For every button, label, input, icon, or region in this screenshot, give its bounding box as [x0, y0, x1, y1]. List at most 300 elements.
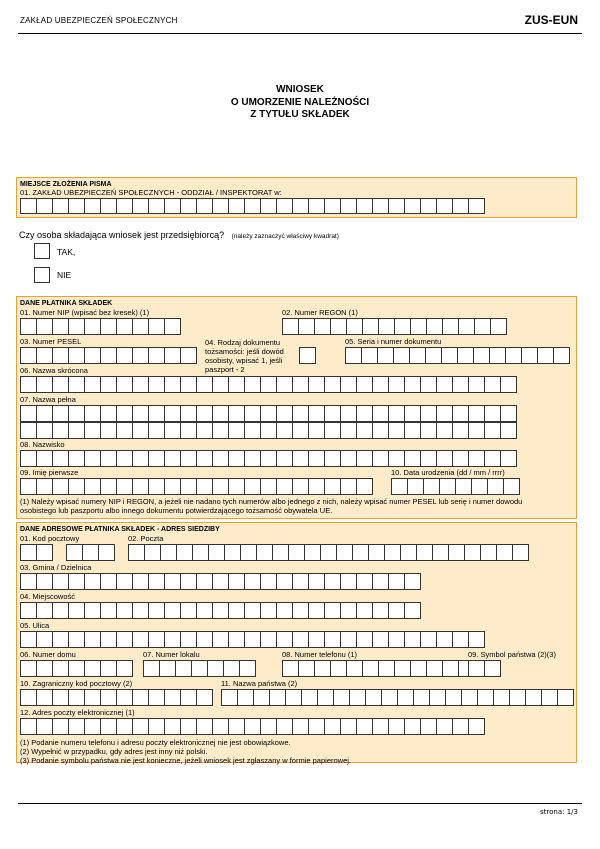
- char-cell[interactable]: [221, 689, 238, 706]
- char-cell[interactable]: [292, 450, 309, 467]
- char-cell[interactable]: [20, 478, 37, 495]
- char-cell[interactable]: [388, 602, 405, 619]
- char-cell[interactable]: [84, 405, 101, 422]
- char-cell[interactable]: [180, 198, 197, 214]
- char-cell[interactable]: [299, 347, 316, 364]
- checkbox-yes[interactable]: [34, 243, 50, 259]
- char-cell[interactable]: [68, 478, 85, 495]
- char-cell[interactable]: [132, 405, 149, 422]
- char-cell[interactable]: [180, 347, 197, 364]
- char-cell[interactable]: [148, 602, 165, 619]
- char-cell[interactable]: [116, 405, 133, 422]
- char-cell[interactable]: [509, 689, 526, 706]
- char-cell[interactable]: [426, 318, 443, 335]
- char-cell[interactable]: [116, 573, 133, 590]
- char-cell[interactable]: [196, 718, 213, 735]
- char-cell[interactable]: [260, 376, 277, 393]
- char-cell[interactable]: [52, 573, 69, 590]
- char-cell[interactable]: [84, 450, 101, 467]
- char-cell[interactable]: [468, 450, 485, 467]
- char-cell[interactable]: [377, 347, 394, 364]
- char-cell[interactable]: [356, 478, 373, 495]
- char-cell[interactable]: [436, 198, 453, 214]
- char-cell[interactable]: [489, 347, 506, 364]
- char-cell[interactable]: [423, 478, 440, 495]
- char-cell[interactable]: [68, 422, 85, 439]
- char-cell[interactable]: [340, 718, 357, 735]
- char-cell[interactable]: [404, 422, 421, 439]
- char-cell[interactable]: [388, 573, 405, 590]
- flat-no-field[interactable]: [143, 660, 256, 677]
- char-cell[interactable]: [52, 660, 69, 677]
- phone-field[interactable]: [282, 660, 475, 677]
- char-cell[interactable]: [314, 318, 331, 335]
- char-cell[interactable]: [346, 318, 363, 335]
- char-cell[interactable]: [212, 631, 229, 648]
- char-cell[interactable]: [116, 718, 133, 735]
- char-cell[interactable]: [308, 376, 325, 393]
- char-cell[interactable]: [378, 660, 395, 677]
- char-cell[interactable]: [404, 198, 421, 214]
- char-cell[interactable]: [276, 602, 293, 619]
- char-cell[interactable]: [212, 422, 229, 439]
- char-cell[interactable]: [420, 376, 437, 393]
- postal-code-field-part2[interactable]: [66, 544, 115, 561]
- char-cell[interactable]: [100, 422, 117, 439]
- char-cell[interactable]: [340, 198, 357, 214]
- char-cell[interactable]: [20, 602, 37, 619]
- char-cell[interactable]: [36, 347, 53, 364]
- char-cell[interactable]: [452, 376, 469, 393]
- char-cell[interactable]: [308, 478, 325, 495]
- char-cell[interactable]: [397, 689, 414, 706]
- char-cell[interactable]: [116, 689, 133, 706]
- char-cell[interactable]: [468, 376, 485, 393]
- char-cell[interactable]: [484, 376, 501, 393]
- char-cell[interactable]: [394, 660, 411, 677]
- char-cell[interactable]: [20, 689, 37, 706]
- char-cell[interactable]: [468, 631, 485, 648]
- char-cell[interactable]: [36, 376, 53, 393]
- char-cell[interactable]: [512, 544, 529, 561]
- char-cell[interactable]: [20, 198, 37, 214]
- char-cell[interactable]: [84, 631, 101, 648]
- char-cell[interactable]: [436, 631, 453, 648]
- char-cell[interactable]: [452, 422, 469, 439]
- char-cell[interactable]: [276, 478, 293, 495]
- char-cell[interactable]: [100, 198, 117, 214]
- char-cell[interactable]: [308, 405, 325, 422]
- char-cell[interactable]: [132, 376, 149, 393]
- country-symbol-field[interactable]: [468, 660, 501, 677]
- char-cell[interactable]: [148, 450, 165, 467]
- char-cell[interactable]: [362, 660, 379, 677]
- char-cell[interactable]: [207, 660, 224, 677]
- char-cell[interactable]: [132, 573, 149, 590]
- char-cell[interactable]: [496, 544, 513, 561]
- char-cell[interactable]: [500, 422, 517, 439]
- char-cell[interactable]: [159, 660, 176, 677]
- char-cell[interactable]: [52, 318, 69, 335]
- birth-year-field[interactable]: [455, 478, 520, 495]
- birth-month-field[interactable]: [423, 478, 456, 495]
- nip-field[interactable]: [20, 318, 181, 335]
- checkbox-no[interactable]: [34, 267, 50, 283]
- postal-code-field-part1[interactable]: [20, 544, 53, 561]
- char-cell[interactable]: [452, 718, 469, 735]
- char-cell[interactable]: [308, 631, 325, 648]
- char-cell[interactable]: [228, 602, 245, 619]
- char-cell[interactable]: [180, 573, 197, 590]
- char-cell[interactable]: [196, 573, 213, 590]
- char-cell[interactable]: [20, 544, 37, 561]
- town-field[interactable]: [20, 602, 421, 619]
- char-cell[interactable]: [269, 689, 286, 706]
- char-cell[interactable]: [36, 689, 53, 706]
- char-cell[interactable]: [276, 405, 293, 422]
- char-cell[interactable]: [372, 376, 389, 393]
- char-cell[interactable]: [116, 660, 133, 677]
- char-cell[interactable]: [500, 405, 517, 422]
- char-cell[interactable]: [404, 573, 421, 590]
- char-cell[interactable]: [36, 718, 53, 735]
- char-cell[interactable]: [148, 573, 165, 590]
- country-name-field[interactable]: [221, 689, 574, 706]
- char-cell[interactable]: [407, 478, 424, 495]
- char-cell[interactable]: [480, 544, 497, 561]
- char-cell[interactable]: [292, 602, 309, 619]
- street-field[interactable]: [20, 631, 485, 648]
- char-cell[interactable]: [20, 718, 37, 735]
- char-cell[interactable]: [416, 544, 433, 561]
- char-cell[interactable]: [164, 347, 181, 364]
- char-cell[interactable]: [66, 544, 83, 561]
- char-cell[interactable]: [292, 573, 309, 590]
- char-cell[interactable]: [301, 689, 318, 706]
- char-cell[interactable]: [346, 660, 363, 677]
- char-cell[interactable]: [324, 198, 341, 214]
- char-cell[interactable]: [324, 631, 341, 648]
- char-cell[interactable]: [484, 660, 501, 677]
- char-cell[interactable]: [413, 689, 430, 706]
- char-cell[interactable]: [228, 376, 245, 393]
- char-cell[interactable]: [372, 422, 389, 439]
- pesel-field[interactable]: [20, 347, 197, 364]
- char-cell[interactable]: [420, 422, 437, 439]
- char-cell[interactable]: [148, 198, 165, 214]
- char-cell[interactable]: [180, 376, 197, 393]
- char-cell[interactable]: [340, 422, 357, 439]
- char-cell[interactable]: [240, 544, 257, 561]
- char-cell[interactable]: [180, 718, 197, 735]
- post-field[interactable]: [128, 544, 529, 561]
- char-cell[interactable]: [285, 689, 302, 706]
- char-cell[interactable]: [128, 544, 145, 561]
- char-cell[interactable]: [537, 347, 554, 364]
- char-cell[interactable]: [420, 631, 437, 648]
- char-cell[interactable]: [68, 660, 85, 677]
- char-cell[interactable]: [148, 318, 165, 335]
- char-cell[interactable]: [391, 478, 408, 495]
- char-cell[interactable]: [404, 718, 421, 735]
- char-cell[interactable]: [468, 422, 485, 439]
- char-cell[interactable]: [349, 689, 366, 706]
- char-cell[interactable]: [356, 573, 373, 590]
- char-cell[interactable]: [308, 573, 325, 590]
- char-cell[interactable]: [196, 602, 213, 619]
- char-cell[interactable]: [212, 376, 229, 393]
- char-cell[interactable]: [448, 544, 465, 561]
- char-cell[interactable]: [82, 544, 99, 561]
- char-cell[interactable]: [228, 631, 245, 648]
- char-cell[interactable]: [20, 376, 37, 393]
- char-cell[interactable]: [324, 573, 341, 590]
- house-no-field[interactable]: [20, 660, 133, 677]
- char-cell[interactable]: [464, 544, 481, 561]
- char-cell[interactable]: [436, 718, 453, 735]
- char-cell[interactable]: [116, 631, 133, 648]
- char-cell[interactable]: [100, 450, 117, 467]
- char-cell[interactable]: [276, 376, 293, 393]
- char-cell[interactable]: [378, 318, 395, 335]
- char-cell[interactable]: [148, 718, 165, 735]
- char-cell[interactable]: [484, 405, 501, 422]
- char-cell[interactable]: [260, 718, 277, 735]
- char-cell[interactable]: [468, 198, 485, 214]
- char-cell[interactable]: [458, 318, 475, 335]
- char-cell[interactable]: [36, 318, 53, 335]
- char-cell[interactable]: [132, 450, 149, 467]
- char-cell[interactable]: [314, 660, 331, 677]
- char-cell[interactable]: [132, 602, 149, 619]
- char-cell[interactable]: [340, 573, 357, 590]
- char-cell[interactable]: [541, 689, 558, 706]
- char-cell[interactable]: [68, 318, 85, 335]
- char-cell[interactable]: [132, 318, 149, 335]
- char-cell[interactable]: [164, 602, 181, 619]
- char-cell[interactable]: [196, 631, 213, 648]
- short-name-field[interactable]: [20, 376, 517, 393]
- char-cell[interactable]: [176, 544, 193, 561]
- char-cell[interactable]: [148, 478, 165, 495]
- char-cell[interactable]: [116, 347, 133, 364]
- first-name-field[interactable]: [20, 478, 373, 495]
- char-cell[interactable]: [330, 318, 347, 335]
- char-cell[interactable]: [244, 478, 261, 495]
- char-cell[interactable]: [116, 376, 133, 393]
- char-cell[interactable]: [436, 450, 453, 467]
- doc-series-field[interactable]: [345, 347, 570, 364]
- char-cell[interactable]: [365, 689, 382, 706]
- char-cell[interactable]: [100, 602, 117, 619]
- char-cell[interactable]: [100, 318, 117, 335]
- char-cell[interactable]: [208, 544, 225, 561]
- char-cell[interactable]: [320, 544, 337, 561]
- char-cell[interactable]: [212, 450, 229, 467]
- char-cell[interactable]: [52, 718, 69, 735]
- char-cell[interactable]: [52, 631, 69, 648]
- char-cell[interactable]: [148, 422, 165, 439]
- char-cell[interactable]: [324, 450, 341, 467]
- char-cell[interactable]: [356, 198, 373, 214]
- char-cell[interactable]: [143, 660, 160, 677]
- char-cell[interactable]: [521, 347, 538, 364]
- char-cell[interactable]: [52, 198, 69, 214]
- char-cell[interactable]: [452, 405, 469, 422]
- char-cell[interactable]: [410, 660, 427, 677]
- char-cell[interactable]: [505, 347, 522, 364]
- char-cell[interactable]: [160, 544, 177, 561]
- char-cell[interactable]: [52, 376, 69, 393]
- char-cell[interactable]: [388, 376, 405, 393]
- char-cell[interactable]: [340, 478, 357, 495]
- char-cell[interactable]: [148, 376, 165, 393]
- char-cell[interactable]: [493, 689, 510, 706]
- char-cell[interactable]: [340, 405, 357, 422]
- char-cell[interactable]: [372, 405, 389, 422]
- char-cell[interactable]: [457, 347, 474, 364]
- char-cell[interactable]: [36, 602, 53, 619]
- char-cell[interactable]: [388, 450, 405, 467]
- char-cell[interactable]: [244, 718, 261, 735]
- char-cell[interactable]: [228, 422, 245, 439]
- char-cell[interactable]: [20, 660, 37, 677]
- char-cell[interactable]: [324, 405, 341, 422]
- char-cell[interactable]: [436, 422, 453, 439]
- char-cell[interactable]: [68, 198, 85, 214]
- char-cell[interactable]: [324, 602, 341, 619]
- char-cell[interactable]: [272, 544, 289, 561]
- char-cell[interactable]: [132, 198, 149, 214]
- char-cell[interactable]: [340, 631, 357, 648]
- char-cell[interactable]: [292, 478, 309, 495]
- char-cell[interactable]: [20, 422, 37, 439]
- char-cell[interactable]: [196, 376, 213, 393]
- char-cell[interactable]: [20, 450, 37, 467]
- char-cell[interactable]: [393, 347, 410, 364]
- char-cell[interactable]: [144, 544, 161, 561]
- char-cell[interactable]: [116, 450, 133, 467]
- char-cell[interactable]: [180, 689, 197, 706]
- char-cell[interactable]: [180, 450, 197, 467]
- char-cell[interactable]: [304, 544, 321, 561]
- char-cell[interactable]: [288, 544, 305, 561]
- char-cell[interactable]: [180, 602, 197, 619]
- char-cell[interactable]: [148, 689, 165, 706]
- char-cell[interactable]: [244, 631, 261, 648]
- char-cell[interactable]: [36, 573, 53, 590]
- char-cell[interactable]: [260, 198, 277, 214]
- full-name-field-row1[interactable]: [20, 405, 517, 422]
- char-cell[interactable]: [276, 198, 293, 214]
- char-cell[interactable]: [84, 198, 101, 214]
- char-cell[interactable]: [468, 660, 485, 677]
- commune-field[interactable]: [20, 573, 421, 590]
- char-cell[interactable]: [356, 405, 373, 422]
- char-cell[interactable]: [175, 660, 192, 677]
- char-cell[interactable]: [36, 405, 53, 422]
- char-cell[interactable]: [212, 718, 229, 735]
- char-cell[interactable]: [36, 198, 53, 214]
- char-cell[interactable]: [68, 631, 85, 648]
- char-cell[interactable]: [68, 602, 85, 619]
- place-field[interactable]: [20, 198, 485, 214]
- char-cell[interactable]: [84, 689, 101, 706]
- char-cell[interactable]: [164, 478, 181, 495]
- char-cell[interactable]: [148, 347, 165, 364]
- char-cell[interactable]: [308, 450, 325, 467]
- char-cell[interactable]: [20, 573, 37, 590]
- char-cell[interactable]: [180, 478, 197, 495]
- full-name-field-row2[interactable]: [20, 422, 517, 439]
- char-cell[interactable]: [452, 450, 469, 467]
- char-cell[interactable]: [196, 422, 213, 439]
- char-cell[interactable]: [116, 422, 133, 439]
- char-cell[interactable]: [244, 573, 261, 590]
- char-cell[interactable]: [192, 544, 209, 561]
- char-cell[interactable]: [420, 718, 437, 735]
- char-cell[interactable]: [409, 347, 426, 364]
- char-cell[interactable]: [212, 405, 229, 422]
- char-cell[interactable]: [308, 718, 325, 735]
- char-cell[interactable]: [468, 405, 485, 422]
- char-cell[interactable]: [228, 478, 245, 495]
- char-cell[interactable]: [164, 318, 181, 335]
- char-cell[interactable]: [164, 573, 181, 590]
- char-cell[interactable]: [116, 198, 133, 214]
- char-cell[interactable]: [388, 631, 405, 648]
- char-cell[interactable]: [429, 689, 446, 706]
- char-cell[interactable]: [132, 631, 149, 648]
- char-cell[interactable]: [330, 660, 347, 677]
- char-cell[interactable]: [276, 718, 293, 735]
- char-cell[interactable]: [439, 478, 456, 495]
- char-cell[interactable]: [292, 422, 309, 439]
- char-cell[interactable]: [420, 405, 437, 422]
- char-cell[interactable]: [84, 573, 101, 590]
- char-cell[interactable]: [237, 689, 254, 706]
- char-cell[interactable]: [196, 689, 213, 706]
- char-cell[interactable]: [333, 689, 350, 706]
- char-cell[interactable]: [68, 450, 85, 467]
- char-cell[interactable]: [100, 478, 117, 495]
- char-cell[interactable]: [368, 544, 385, 561]
- char-cell[interactable]: [36, 422, 53, 439]
- char-cell[interactable]: [340, 602, 357, 619]
- char-cell[interactable]: [84, 318, 101, 335]
- char-cell[interactable]: [196, 198, 213, 214]
- char-cell[interactable]: [68, 689, 85, 706]
- char-cell[interactable]: [212, 198, 229, 214]
- char-cell[interactable]: [292, 718, 309, 735]
- char-cell[interactable]: [452, 198, 469, 214]
- char-cell[interactable]: [100, 376, 117, 393]
- char-cell[interactable]: [228, 718, 245, 735]
- char-cell[interactable]: [308, 422, 325, 439]
- char-cell[interactable]: [180, 405, 197, 422]
- char-cell[interactable]: [388, 405, 405, 422]
- birth-day-field[interactable]: [391, 478, 424, 495]
- char-cell[interactable]: [52, 602, 69, 619]
- char-cell[interactable]: [425, 347, 442, 364]
- char-cell[interactable]: [436, 376, 453, 393]
- char-cell[interactable]: [340, 376, 357, 393]
- char-cell[interactable]: [276, 450, 293, 467]
- char-cell[interactable]: [356, 376, 373, 393]
- char-cell[interactable]: [324, 376, 341, 393]
- char-cell[interactable]: [384, 544, 401, 561]
- char-cell[interactable]: [164, 422, 181, 439]
